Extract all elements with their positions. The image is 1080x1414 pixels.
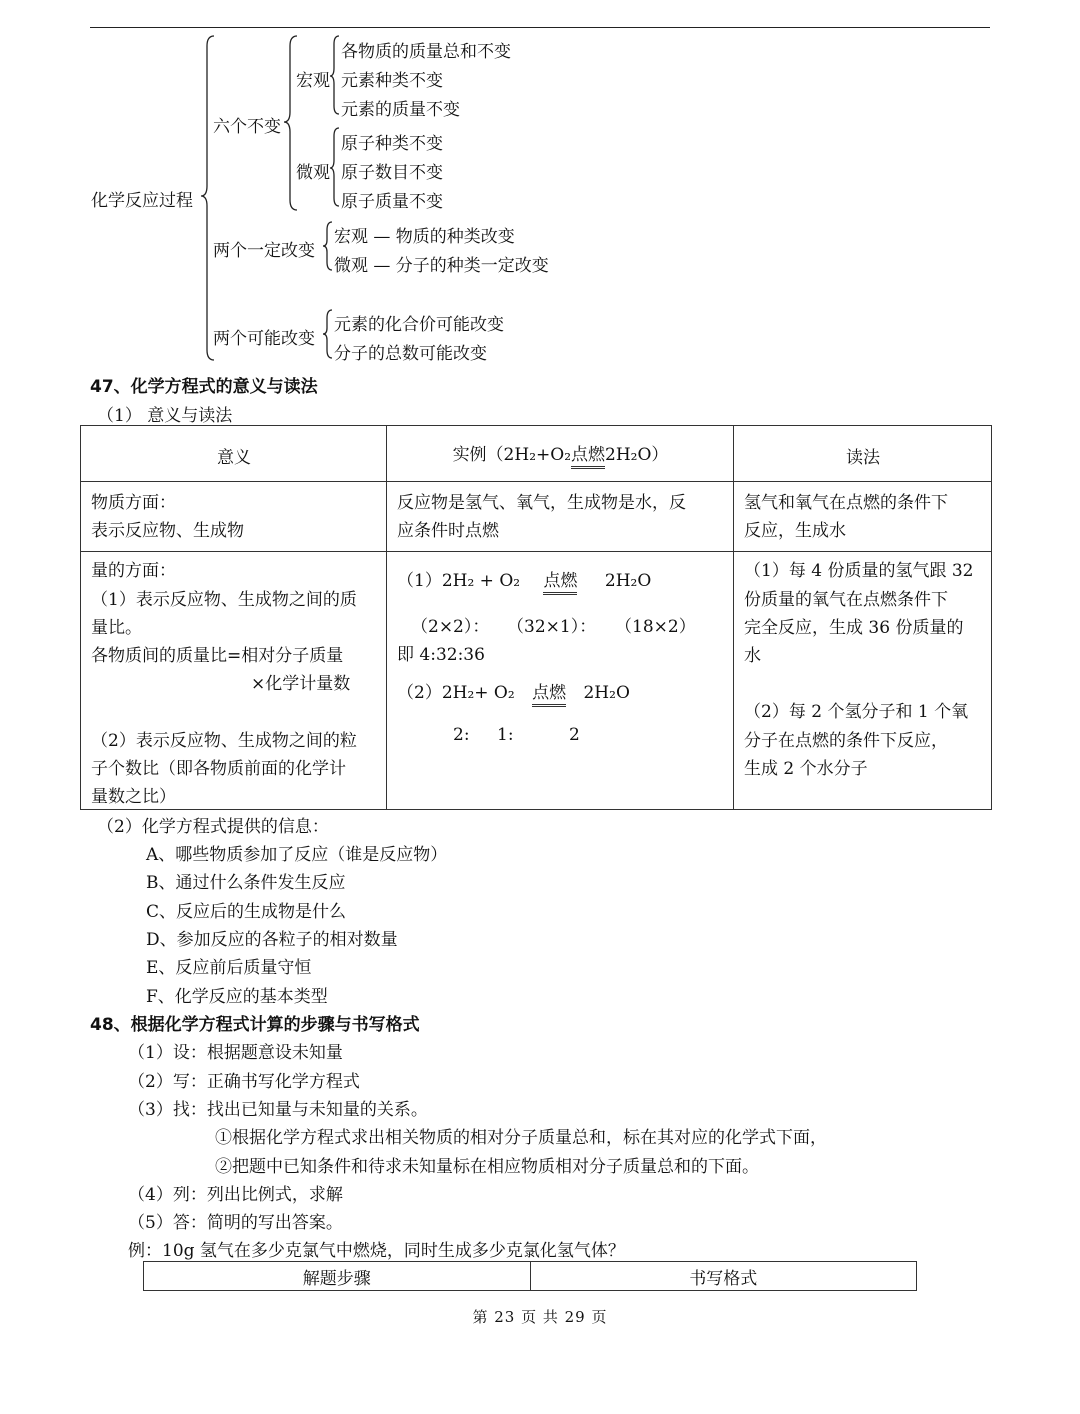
step-item: （5）答：简明的写出答案。 [128, 1213, 343, 1233]
meaning-table [80, 425, 992, 810]
ratio-1a: （2×2）： [411, 617, 490, 637]
diagram-root: 化学反应过程 [91, 191, 193, 211]
macro-item: 各物质的质量总和不变 [341, 42, 511, 62]
ratio-2a: 2: [453, 725, 470, 745]
info-item: C、反应后的生成物是什么 [146, 902, 347, 922]
section-47-sub1: （1） 意义与读法 [97, 406, 233, 426]
info-item: D、参加反应的各粒子的相对数量 [146, 930, 398, 950]
header-example-suffix: 2H₂O） [605, 445, 669, 465]
equation-2: （2）2H₂+ O₂ 点燃 2H₂O [397, 678, 630, 707]
step-item: （3）找：找出已知量与未知量的关系。 [128, 1100, 428, 1120]
micro-label: 微观 [296, 163, 330, 183]
info-item: B、通过什么条件发生反应 [146, 873, 346, 893]
row1-reading: 氢气和氧气在点燃的条件下 反应，生成水 [734, 482, 992, 552]
header-format: 书写格式 [530, 1262, 917, 1291]
two-must-item: 宏观 — 物质的种类改变 [334, 227, 515, 247]
macro-label: 宏观 [296, 71, 330, 91]
six-unchanged-label: 六个不变 [213, 117, 281, 137]
macro-item: 元素的质量不变 [341, 100, 460, 120]
macro-item: 元素种类不变 [341, 71, 443, 91]
step-item: （1）设：根据题意设未知量 [128, 1043, 343, 1063]
two-may-item: 分子的总数可能改变 [334, 344, 487, 364]
row2-meaning: 量的方面： （1）表示反应物、生成物之间的质 量比。 各物质间的质量比=相对分子质量 ×化学计量数 （2）表示反应物、生成物之间的粒 子个数比（即各物质前面的化学计 量数之比） [81, 552, 387, 810]
info-item: E、反应前后质量守恒 [146, 958, 312, 978]
condition-ignite: 点燃 [543, 566, 577, 595]
info-item: F、化学反应的基本类型 [146, 987, 328, 1007]
header-example [387, 426, 734, 482]
micro-item: 原子质量不变 [341, 192, 443, 212]
condition-ignite: 点燃 [571, 440, 605, 469]
micro-item: 原子种类不变 [341, 134, 443, 154]
ratio-1b: （32×1）： [507, 617, 597, 637]
header-meaning: 意义 [81, 426, 387, 482]
header-example-prefix: 实例（2H₂+O₂ [452, 445, 572, 465]
two-must-item: 微观 — 分子的种类一定改变 [334, 256, 549, 276]
ratio-2c: 2 [569, 725, 580, 745]
header-reading: 读法 [734, 426, 992, 482]
two-must-label: 两个一定改变 [213, 241, 315, 261]
info-item: A、哪些物质参加了反应（谁是反应物） [146, 845, 448, 865]
row1-meaning: 物质方面： 表示反应物、生成物 [81, 482, 387, 552]
row1-example: 反应物是氢气、氧气，生成物是水，反 应条件时点燃 [387, 482, 734, 552]
section-47-heading: 47、化学方程式的意义与读法 [90, 377, 318, 397]
section-48-heading: 48、根据化学方程式计算的步骤与书写格式 [90, 1015, 420, 1035]
example-question: 例：10g 氢气在多少克氯气中燃烧，同时生成多少克氯化氢气体？ [128, 1241, 625, 1261]
brace-lines [0, 0, 1080, 370]
sub-step-item: ②把题中已知条件和待求未知量标在相应物质相对分子质量总和的下面。 [215, 1157, 759, 1177]
row2-example [387, 552, 734, 810]
solution-table [143, 1261, 917, 1291]
row2-reading: （1）每 4 份质量的氢气跟 32 份质量的氧气在点燃条件下 完全反应，生成 36 份质量的 水 （2）每 2 个氢分子和 1 个氧 分子在点燃的条件下反应， 生成 2 个水分子 [734, 552, 992, 810]
page-footer: 第 23 页 共 29 页 [472, 1308, 608, 1326]
micro-item: 原子数目不变 [341, 163, 443, 183]
ratio-2b: 1: [497, 725, 514, 745]
header-steps: 解题步骤 [144, 1262, 531, 1291]
step-item: （4）列：列出比例式，求解 [128, 1185, 343, 1205]
two-may-label: 两个可能改变 [213, 329, 315, 349]
condition-ignite: 点燃 [532, 678, 566, 707]
equation-1: （1）2H₂ + O₂ 点燃 2H₂O [397, 566, 651, 595]
step-item: （2）写：正确书写化学方程式 [128, 1072, 360, 1092]
two-may-item: 元素的化合价可能改变 [334, 315, 504, 335]
section-47-sub2: （2）化学方程式提供的信息： [97, 817, 329, 837]
sub-step-item: ①根据化学方程式求出相关物质的相对分子质量总和，标在其对应的化学式下面， [215, 1128, 827, 1148]
ratio-1c: （18×2） [615, 617, 696, 637]
ratio-1-result: 即 4:32:36 [397, 645, 485, 665]
